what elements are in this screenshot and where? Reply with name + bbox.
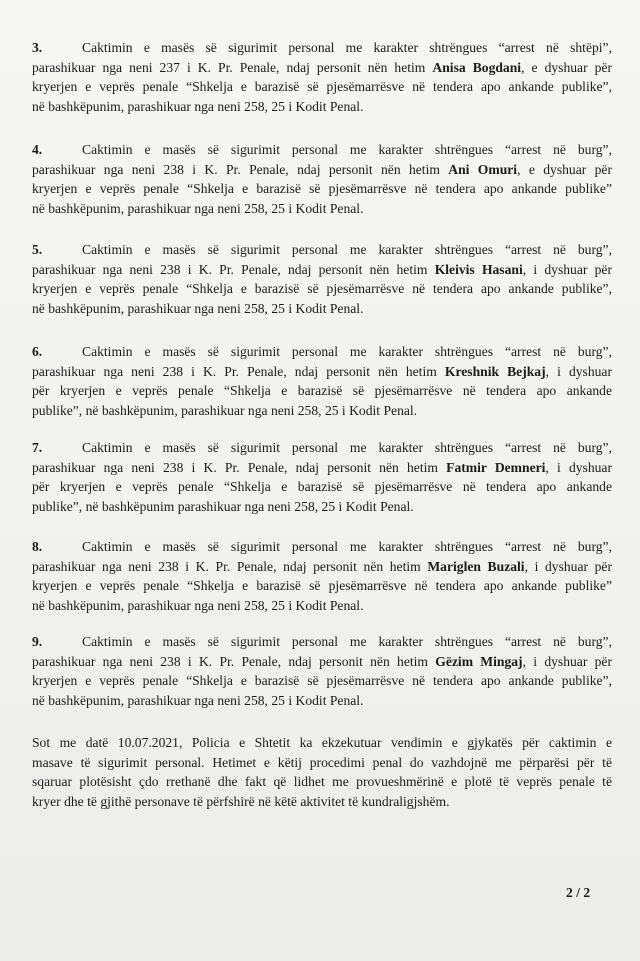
item-line: Caktimin e masës së sigurimit personal me karakter shtrëngues “arrest në burg”,	[82, 142, 612, 157]
paragraph-item-3	[32, 38, 612, 116]
closing-line: masave të sigurimit personal. Hetimet e këtij procedimi penal do vazhdojnë me përparësi për të	[32, 754, 612, 770]
suspect-name: Fatmir Demneri	[446, 459, 546, 475]
item-line: Caktimin e masës së sigurimit personal me karakter shtrëngues “arrest në burg”,	[82, 539, 612, 554]
item-line: kryerjen e veprës penale “Shkelja e barazisë së pjesëmarrësve në tendera apo ankande publike”,	[32, 281, 612, 297]
suspect-name: Anisa Bogdani	[432, 59, 522, 75]
item-line: në bashkëpunim, parashikuar nga neni 258, 25 i Kodit Penal.	[32, 300, 364, 316]
item-line: parashikuar nga neni 238 i K. Pr. Penale, ndaj personit nën hetim	[32, 363, 445, 379]
item-line: , i dyshuar për	[524, 558, 612, 574]
item-number: 8.	[32, 539, 43, 554]
item-line: , i dyshuar	[545, 363, 612, 379]
closing-line: Sot me datë 10.07.2021, Policia e Shtetit ka ekzekutuar vendimin e gjykatës për caktimin e	[32, 735, 612, 750]
page-number: 2 / 2	[566, 885, 591, 900]
paragraph-item-6	[32, 342, 612, 420]
item-line: në bashkëpunim, parashikuar nga neni 258, 25 i Kodit Penal.	[32, 200, 364, 216]
suspect-name: Kleivis Hasani	[434, 261, 523, 277]
item-line: Caktimin e masës së sigurimit personal me karakter shtrëngues “arrest në burg”,	[82, 344, 612, 359]
paragraph-item-5	[32, 240, 612, 318]
closing-line: sqaruar plotësisht çdo rrethanë dhe fakt që lidhet me provueshmërinë e plotë të veprës penale të	[32, 774, 612, 790]
paragraph-item-8	[32, 537, 612, 615]
item-number: 4.	[32, 142, 43, 157]
item-line: parashikuar nga neni 237 i K. Pr. Penale, ndaj personit nën hetim	[32, 59, 433, 75]
item-line: publike”, në bashkëpunim, parashikuar nga neni 258, 25 i Kodit Penal.	[32, 402, 418, 418]
item-line: parashikuar nga neni 238 i K. Pr. Penale, ndaj personit nën hetim	[32, 161, 449, 177]
item-line: parashikuar nga neni 238 i K. Pr. Penale, ndaj personit nën hetim	[32, 558, 428, 574]
item-line: në bashkëpunim, parashikuar nga neni 258, 25 i Kodit Penal.	[32, 98, 364, 114]
item-line: , i dyshuar për	[522, 653, 612, 669]
paragraph-item-4	[32, 140, 612, 218]
closing-line: kryer dhe të gjithë personave të përfshirë në këtë aktivitet të kundraligjshëm.	[32, 793, 450, 809]
item-line: në bashkëpunim, parashikuar nga neni 258, 25 i Kodit Penal.	[32, 597, 364, 613]
item-line: publike”, në bashkëpunim parashikuar nga neni 258, 25 i Kodit Penal.	[32, 498, 414, 514]
paragraph-item-9	[32, 632, 612, 710]
item-line: parashikuar nga neni 238 i K. Pr. Penale, ndaj personit nën hetim	[32, 261, 435, 277]
suspect-name: Gëzim Mingaj	[435, 653, 523, 669]
item-line: , e dyshuar për	[517, 161, 612, 177]
item-line: Caktimin e masës së sigurimit personal me karakter shtrëngues “arrest në burg”,	[82, 242, 612, 257]
item-line: Caktimin e masës së sigurimit personal me karakter shtrëngues “arrest në burg”,	[82, 634, 612, 649]
paragraph-item-7	[32, 438, 612, 516]
item-line: për kryerjen e veprës penale “Shkelja e barazisë së pjesëmarrësve në tendera apo ankande	[32, 383, 612, 399]
item-line: , e dyshuar për	[521, 59, 612, 75]
item-line: Caktimin e masës së sigurimit personal me karakter shtrëngues “arrest në shtëpi”,	[82, 40, 612, 55]
item-line: , i dyshuar	[545, 459, 612, 475]
item-number: 9.	[32, 634, 43, 649]
item-number: 5.	[32, 242, 43, 257]
item-line: kryerjen e veprës penale “Shkelja e barazisë së pjesëmarrësve në tendera apo ankande publike”	[32, 578, 612, 594]
suspect-name: Kreshnik Bejkaj	[444, 363, 546, 379]
item-number: 3.	[32, 40, 43, 55]
item-line: parashikuar nga neni 238 i K. Pr. Penale, ndaj personit nën hetim	[32, 653, 436, 669]
item-line: për kryerjen e veprës penale “Shkelja e barazisë së pjesëmarrësve në tendera apo ankande	[32, 479, 612, 495]
item-line: Caktimin e masës së sigurimit personal me karakter shtrëngues “arrest në burg”,	[82, 440, 612, 455]
item-line: kryerjen e veprës penale “Shkelja e barazisë së pjesëmarrësve në tendera apo ankande publike”,	[32, 79, 612, 95]
item-number: 7.	[32, 440, 43, 455]
closing-paragraph	[32, 733, 612, 811]
suspect-name: Mariglen Buzali	[427, 558, 525, 574]
item-number: 6.	[32, 344, 43, 359]
suspect-name: Ani Omuri	[448, 161, 518, 177]
item-line: kryerjen e veprës penale “Shkelja e barazisë së pjesëmarrësve në tendera apo ankande publike”,	[32, 673, 612, 689]
item-line: kryerjen e veprës penale “Shkelja e barazisë së pjesëmarrësve në tendera apo ankande publike”	[32, 181, 612, 197]
item-line: parashikuar nga neni 238 i K. Pr. Penale, ndaj personit nën hetim	[32, 459, 447, 475]
item-line: , i dyshuar për	[522, 261, 612, 277]
item-line: në bashkëpunim, parashikuar nga neni 258, 25 i Kodit Penal.	[32, 692, 364, 708]
